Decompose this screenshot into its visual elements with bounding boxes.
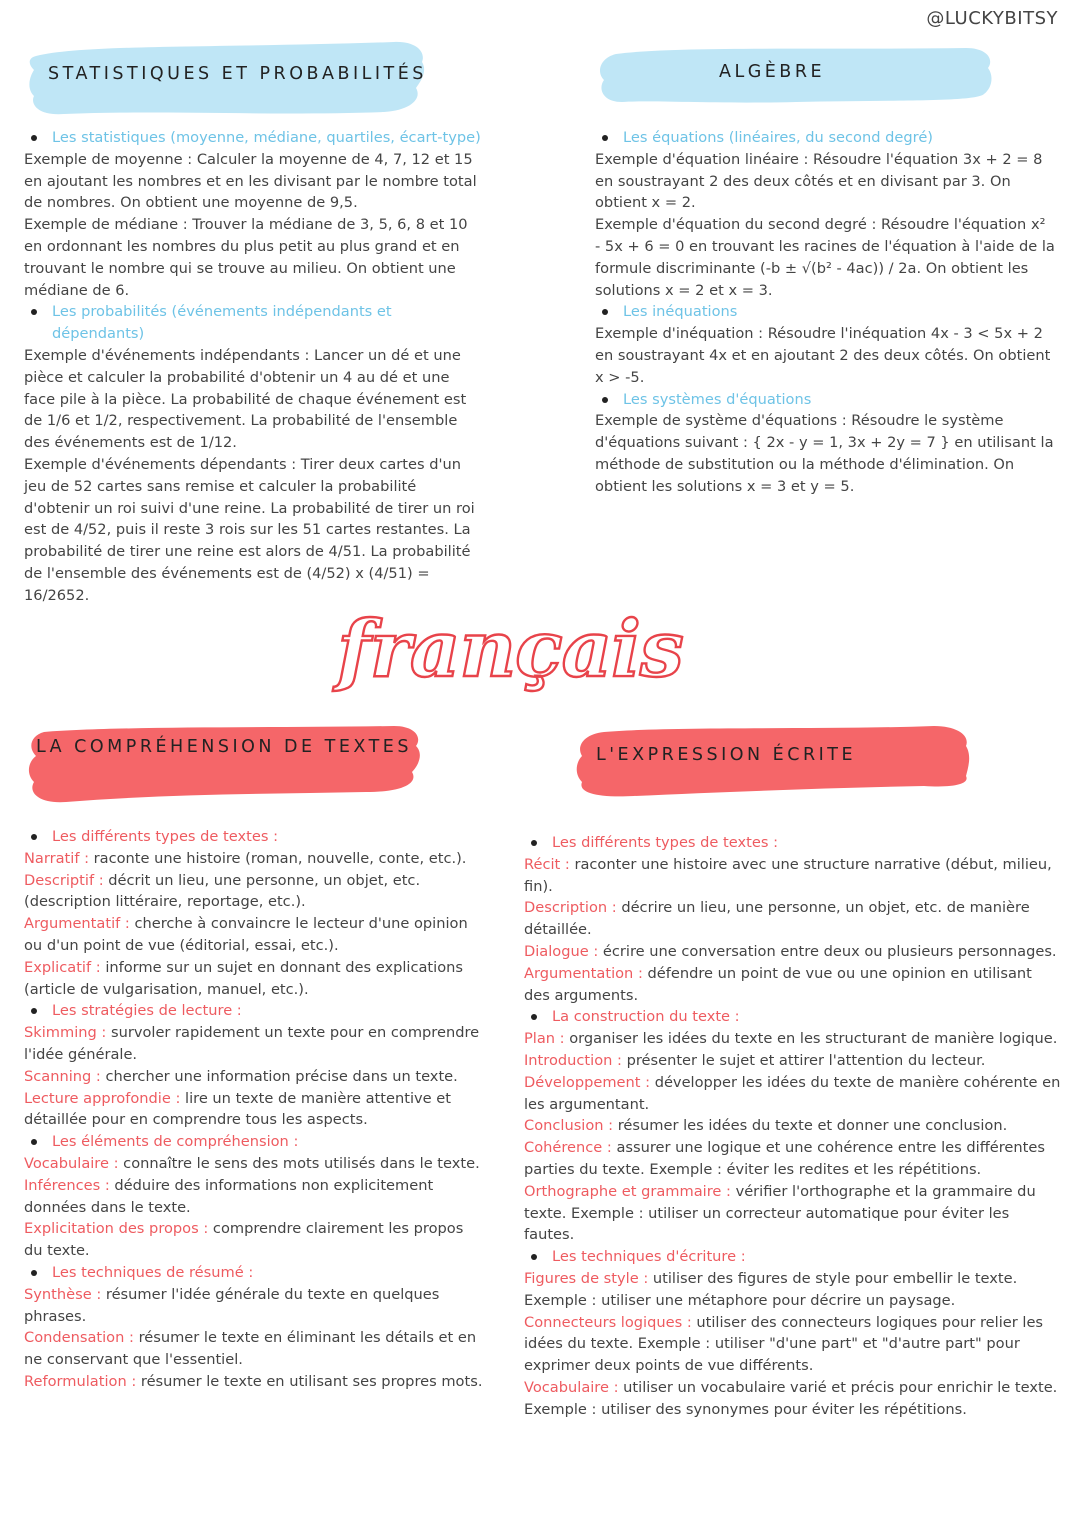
paragraph: Exemple d'événements indépendants : Lancer un dé et une pièce et calculer la probabilité d'obtenir un 4 au dé et une face pile à la pièce. La probabilité de chaque événement est de 1/6 et 1/2, respectivement. La probabilité de l'ensemble des événements est de 1/12.: [24, 346, 467, 452]
paragraph: Exemple de système d'équations : Résoudre le système d'équations suivant : { 2x - y = 1, 3x + 2y = 7 } en utilisant la méthode de substitution ou la méthode d'élimination. On obtient les solutions x = 3 et y = 5.: [595, 412, 1054, 495]
definition: Condensation : résumer le texte en éliminant les détails et en ne conservant que l'essentiel.: [24, 1329, 477, 1369]
list-item: Les probabilités (événements indépendants et dépendants): [24, 301, 484, 345]
list-item: Les techniques d'écriture :: [524, 1246, 1062, 1268]
section-title-text: français: [337, 604, 683, 695]
definition: Synthèse : résumer l'idée générale du texte en quelques phrases.: [24, 1285, 440, 1325]
definition: Dialogue : écrire une conversation entre deux ou plusieurs personnages.: [524, 942, 1057, 960]
list-item: Les inéquations: [595, 301, 1055, 323]
author-handle: @LUCKYBITSY: [926, 8, 1058, 29]
definition: Inférences : déduire des informations non explicitement données dans le texte.: [24, 1176, 434, 1216]
definition: Vocabulaire : connaître le sens des mots utilisés dans le texte.: [24, 1154, 480, 1172]
list-item: Les différents types de textes :: [24, 826, 484, 848]
definition: Scanning : chercher une information précise dans un texte.: [24, 1067, 458, 1085]
list-item: Les systèmes d'équations: [595, 389, 1055, 411]
definition: Plan : organiser les idées du texte en les structurant de manière logique.: [524, 1030, 1058, 1048]
banner-stats: [24, 40, 434, 118]
definition: Conclusion : résumer les idées du texte et donner une conclusion.: [524, 1117, 1008, 1135]
section-title: [337, 600, 683, 700]
list-item: La construction du texte :: [524, 1006, 1062, 1028]
definition: Descriptif : décrit un lieu, une personne, un objet, etc. (description littéraire, reportage, etc.).: [24, 871, 421, 911]
definition: Argumentatif : cherche à convaincre le lecteur d'une opinion ou d'un point de vue (éditorial, essai, etc.).: [24, 915, 468, 954]
list-item: Les éléments de compréhension :: [24, 1131, 484, 1153]
definition: Orthographe et grammaire : vérifier l'orthographe et la grammaire du texte. Exemple : utiliser un correcteur automatique pour éviter les fautes.: [524, 1182, 1036, 1244]
stats-content: [24, 127, 484, 607]
definition: Explicitation des propos : comprendre clairement les propos du texte.: [24, 1220, 464, 1260]
definition: Connecteurs logiques : utiliser des connecteurs logiques pour relier les idées du texte. Exemple : utiliser "d'une part" et "d'autre part" pour exprimer deux points de vue différents.: [524, 1313, 1044, 1375]
definition: Figures de style : utiliser des figures de style pour embellir le texte. Exemple : utiliser une métaphore pour décrire un paysage.: [524, 1269, 1018, 1309]
stats-title: STATISTIQUES ET PROBABILITÉS: [48, 64, 427, 84]
banner-expression: [574, 722, 972, 804]
algebra-title: ALGÈBRE: [718, 62, 826, 82]
list-item: Les différents types de textes :: [524, 832, 1062, 854]
definition: Reformulation : résumer le texte en utilisant ses propres mots.: [24, 1372, 483, 1390]
paragraph: Exemple d'inéquation : Résoudre l'inéquation 4x - 3 < 5x + 2 en soustrayant 4x et en ajoutant 2 des deux côtés. On obtient x > -5.: [595, 325, 1051, 386]
paragraph: Exemple de moyenne : Calculer la moyenne de 4, 7, 12 et 15 en ajoutant les nombres et en les divisant par le nombre total de nombres. On obtient une moyenne de 9,5.: [24, 150, 477, 212]
definition: Cohérence : assurer une logique et une cohérence entre les différentes parties du texte. Exemple : éviter les redites et les répétitions.: [524, 1139, 1045, 1178]
expression-content: [524, 832, 1062, 1421]
definition: Description : décrire un lieu, une personne, un objet, etc. de manière détaillée.: [524, 899, 1030, 939]
definition: Argumentation : défendre un point de vue ou une opinion en utilisant des arguments.: [524, 964, 1032, 1004]
definition: Introduction : présenter le sujet et attirer l'attention du lecteur.: [524, 1051, 986, 1069]
banner-comprehension: [26, 722, 422, 804]
definition: Narratif : raconte une histoire (roman, nouvelle, conte, etc.).: [24, 849, 467, 867]
definition: Skimming : survoler rapidement un texte pour en comprendre l'idée générale.: [24, 1024, 480, 1063]
comprehension-title: LA COMPRÉHENSION DE TEXTES: [36, 737, 412, 757]
definition: Explicatif : informe sur un sujet en donnant des explications (article de vulgarisation, manuel, etc.).: [24, 958, 463, 998]
paragraph: Exemple d'événements dépendants : Tirer deux cartes d'un jeu de 52 cartes sans remise et calculer la probabilité d'obtenir un roi suivi d'une reine. La probabilité de tirer un roi est de 4/52, puis il reste 3 rois sur les 51 cartes restantes. La probabilité de tirer une reine est alors de 4/51. La probabilité de l'ensemble des événements est de (4/52) x (4/51) = 16/2652.: [24, 455, 475, 604]
script-title-svg: [337, 600, 683, 700]
expression-title: L'EXPRESSION ÉCRITE: [596, 745, 857, 765]
algebra-content: [595, 127, 1055, 498]
definition: Lecture approfondie : lire un texte de manière attentive et détaillée pour en comprendre tous les aspects.: [24, 1089, 451, 1129]
banner-algebra: [596, 40, 994, 106]
paragraph: Exemple d'équation linéaire : Résoudre l'équation 3x + 2 = 8 en soustrayant 2 des deux côtés et en divisant par 3. On obtient x = 2.: [595, 150, 1043, 212]
paragraph: Exemple d'équation du second degré : Résoudre l'équation x² - 5x + 6 = 0 en trouvant les racines de l'équation à l'aide de la formule discriminante (-b ± √(b² - 4ac)) / 2a. On obtient les solutions x = 2 et x = 3.: [595, 216, 1055, 299]
comprehension-content: [24, 826, 484, 1393]
list-item: Les techniques de résumé :: [24, 1262, 484, 1284]
definition: Développement : développer les idées du texte de manière cohérente en les argumentant.: [524, 1073, 1061, 1113]
list-item: Les stratégies de lecture :: [24, 1000, 484, 1022]
paragraph: Exemple de médiane : Trouver la médiane de 3, 5, 6, 8 et 10 en ordonnant les nombres du plus petit au plus grand et en trouvant le nombre qui se trouve au milieu. On obtient une médiane de 6.: [24, 216, 468, 299]
definition: Récit : raconter une histoire avec une structure narrative (début, milieu, fin).: [524, 855, 1052, 895]
list-item: Les équations (linéaires, du second degré): [595, 127, 1055, 149]
definition: Vocabulaire : utiliser un vocabulaire varié et précis pour enrichir le texte. Exemple : utiliser des synonymes pour éviter les répétitions.: [524, 1378, 1058, 1418]
list-item: Les statistiques (moyenne, médiane, quartiles, écart-type): [24, 127, 484, 149]
